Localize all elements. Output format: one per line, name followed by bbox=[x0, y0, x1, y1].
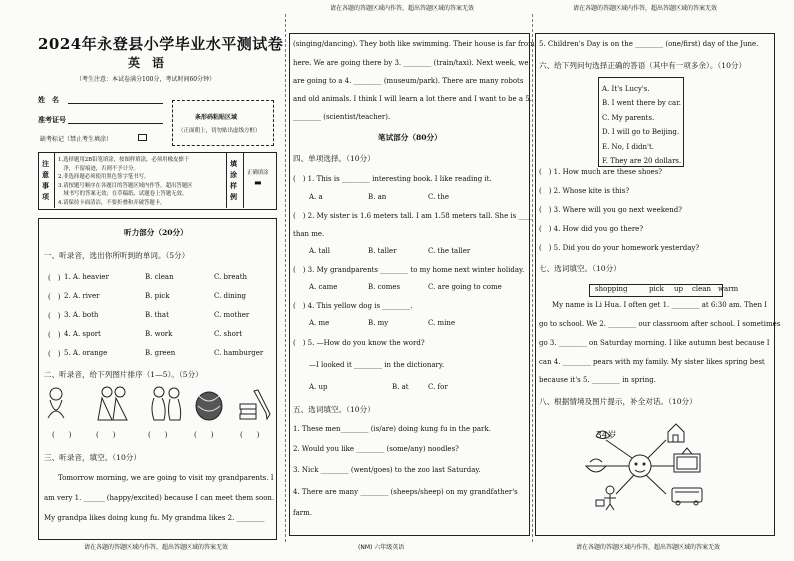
exam-note: （考生注意：本试卷满分100分，考试时间60分钟） bbox=[76, 76, 216, 83]
q7-title: 七、选词填空。（10分） bbox=[539, 264, 621, 273]
q4-title: 四、单项选择。（10分） bbox=[293, 154, 375, 163]
notice-divider bbox=[54, 152, 55, 208]
food-icon bbox=[586, 459, 606, 472]
barcode-area bbox=[172, 100, 274, 146]
q1-option-a: 3. A. both bbox=[64, 311, 99, 319]
q6-title: 六、给下列问句选择正确的答语（其中有一项多余）。（10分） bbox=[539, 61, 747, 70]
ticket-field[interactable] bbox=[68, 123, 163, 124]
hat-icon bbox=[596, 431, 610, 439]
q5-line: 1. These men________ (is/are) doing kung fu in the park. bbox=[293, 425, 491, 433]
q1-option-b: B. pick bbox=[145, 292, 170, 300]
q7-line: go 3. ________ on Saturday morning. I like autumn best because I bbox=[539, 339, 770, 347]
q1-option-b: B. clean bbox=[145, 273, 174, 281]
q4-option: B. taller bbox=[368, 247, 397, 255]
bus-icon bbox=[672, 488, 702, 505]
barcode-note: （正面朝上，切勿贴出虚线方框） bbox=[178, 128, 261, 134]
written-title: 笔试部分（80分） bbox=[378, 133, 442, 142]
q1-option-a: 4. A. sport bbox=[64, 330, 101, 338]
notice-label: 注意事项 bbox=[42, 159, 49, 201]
absent-label: 缺考标记（禁止考生填涂） bbox=[40, 136, 113, 143]
q4-stem: ( ) 2. My sister is 1.6 meters tall. I am 1.58 meters tall. She is ____ bbox=[293, 212, 533, 220]
q8-mindmap bbox=[582, 414, 722, 518]
q2-pictures bbox=[44, 384, 274, 428]
q4-option: C. the taller bbox=[428, 247, 471, 255]
q1-blank[interactable]: ( ) bbox=[48, 331, 61, 339]
q4-option: A. a bbox=[309, 193, 323, 201]
fill-example-divider bbox=[243, 152, 244, 208]
passage-line: here. We are going there by 3. ________ (train/taxi). Next week, we bbox=[293, 59, 529, 67]
q3-title: 三、听录音，填空。（10分） bbox=[44, 453, 141, 462]
q2-blank[interactable]: ( ) bbox=[148, 431, 168, 439]
ticket-label: 准考证号 bbox=[38, 115, 66, 124]
q1-blank[interactable]: ( ) bbox=[48, 293, 61, 301]
top-notice-middle: 请在各题的答题区域内作答，超出答题区域的答案无效 bbox=[330, 5, 475, 12]
footer-center: (NM) 六年级英语 bbox=[358, 544, 405, 551]
page-title: 2024年永登县小学毕业水平测试卷 bbox=[38, 35, 284, 53]
baby-picture-icon bbox=[48, 388, 64, 418]
name-field[interactable] bbox=[68, 103, 163, 104]
couple-picture-icon bbox=[152, 387, 181, 420]
listening-title: 听力部分（20分） bbox=[124, 228, 188, 237]
passage-line: ________ (scientist/teacher). bbox=[293, 113, 391, 121]
watermelon-icon bbox=[196, 392, 222, 420]
q7-word: pick bbox=[649, 285, 664, 293]
q1-blank[interactable]: ( ) bbox=[48, 350, 61, 358]
q4-option: B. an bbox=[368, 193, 387, 201]
tv-icon bbox=[674, 448, 700, 472]
q1-option-c: C. dining bbox=[214, 292, 247, 300]
q5-line: 2. Would you like ________ (some/any) noodles? bbox=[293, 445, 459, 453]
q8-title: 八、根据情境及图片提示，补全对话。（10分） bbox=[539, 397, 697, 406]
q5-line-5: 5. Children's Day is on the ________ (one/first) day of the June. bbox=[539, 40, 759, 48]
q4-stem: ( ) 5. —How do you know the word? bbox=[293, 339, 425, 347]
q5-line: farm. bbox=[293, 509, 312, 517]
q4-option: A. up bbox=[309, 383, 328, 391]
q1-option-c: C. breath bbox=[214, 273, 248, 281]
q4-stem: ( ) 3. My grandparents ________ to my home next winter holiday. bbox=[293, 266, 525, 274]
books-icon bbox=[240, 404, 256, 419]
q4-option: A. came bbox=[309, 283, 338, 291]
q7-line: go to school. We 2. ________ our classroom after school. I sometimes bbox=[539, 320, 781, 328]
q1-blank[interactable]: ( ) bbox=[48, 274, 61, 282]
q6-question[interactable]: ( ) 5. Did you do your homework yesterday? bbox=[539, 244, 700, 252]
notice-divider bbox=[226, 152, 227, 208]
q6-question[interactable]: ( ) 1. How much are these shoes? bbox=[539, 168, 663, 176]
column-divider bbox=[285, 14, 286, 542]
face-icon bbox=[629, 455, 651, 477]
bottom-notice-right: 请在各题的答题区域内作答，超出答题区域的答案无效 bbox=[576, 544, 721, 551]
q5-line: 4. There are many ________ (sheeps/sheep) on my grandfather's bbox=[293, 488, 518, 496]
bottom-notice-left: 请在各题的答题区域内作答，超出答题区域的答案无效 bbox=[84, 544, 229, 551]
q1-option-a: 2. A. river bbox=[64, 292, 100, 300]
q7-line: can 4. ________ pears with my family. My sister likes spring best bbox=[539, 358, 765, 366]
q1-title: 一、听录音，选出你所听到的单词。（5分） bbox=[44, 251, 190, 260]
q6-question[interactable]: ( ) 3. Where will you go next weekend? bbox=[539, 206, 682, 214]
family-picture-icon bbox=[98, 387, 127, 420]
q7-word: shopping bbox=[595, 285, 628, 293]
q4-option: B. at bbox=[392, 383, 409, 391]
q7-line: My name is Li Hua. I often get 1. ________ at 6:30 am. Then I bbox=[552, 301, 767, 309]
q1-option-b: B. green bbox=[145, 349, 176, 357]
q2-blank[interactable]: ( ) bbox=[194, 431, 214, 439]
q4-option: B. comes bbox=[368, 283, 401, 291]
column-divider bbox=[532, 14, 533, 542]
q1-option-b: B. work bbox=[145, 330, 173, 338]
subject-title: 英 语 bbox=[128, 56, 165, 70]
q4-stem-cont: —I looked it ________ in the dictionary. bbox=[309, 361, 445, 369]
q2-blank[interactable]: ( ) bbox=[96, 431, 116, 439]
q4-option: A. tall bbox=[309, 247, 330, 255]
q3-line: Tomorrow morning, we are going to visit my grandparents. I bbox=[58, 474, 274, 482]
q7-word: clean bbox=[692, 285, 711, 293]
q1-option-c: C. hamburger bbox=[214, 349, 264, 357]
passage-line: (singing/dancing). They both like swimming. Their house is far from bbox=[293, 40, 535, 48]
q4-option: C. the bbox=[428, 193, 450, 201]
q6-question[interactable]: ( ) 2. Whose kite is this? bbox=[539, 187, 630, 195]
q4-stem-cont: than me. bbox=[293, 230, 325, 238]
q7-word: warm bbox=[718, 285, 739, 293]
q1-blank[interactable]: ( ) bbox=[48, 312, 61, 320]
q4-stem: ( ) 4. This yellow dog is ________. bbox=[293, 302, 413, 310]
barcode-label: 条形码粘贴区域 bbox=[195, 114, 238, 121]
q4-option: C. mine bbox=[428, 319, 456, 327]
q5-line: 3. Nick ________ (went/goes) to the zoo last Saturday. bbox=[293, 466, 481, 474]
q1-option-c: C. mother bbox=[214, 311, 250, 319]
correct-fill-label: 正确填涂 bbox=[247, 170, 269, 176]
passage-line: are going to a 4. ________ (museum/park). There are many robots bbox=[293, 77, 524, 85]
house-icon bbox=[668, 424, 684, 442]
q5-title: 五、选词填空。（10分） bbox=[293, 405, 375, 414]
q4-stem: ( ) 1. This is ________ interesting book. I like reading it. bbox=[293, 175, 492, 183]
q1-option-b: B. that bbox=[145, 311, 169, 319]
q2-title: 二、听录音，给下列图片排序（1—5）。（5分） bbox=[44, 370, 203, 379]
q7-line: because it's 5. ________ in spring. bbox=[539, 376, 656, 384]
q1-option-a: 1. A. heavier bbox=[64, 273, 109, 281]
notice-lines: 1.选择题用2B铅笔填涂，按图样填涂，必须用橡皮擦干 净，不留痕迹，否则不予计分。 2.非选择题必须使用黑色签字笔书写。 3.请按题号顺序在各题目的答题区域内作答，超出答题区 域书写的答案无效；在草稿纸、试题卷上答题无效。 4.请保持卡面清洁，不要折叠和弄破答题卡。 bbox=[58, 157, 193, 206]
q4-option: B. my bbox=[368, 319, 389, 327]
shopping-person-icon bbox=[596, 486, 616, 510]
q1-option-a: 5. A. orange bbox=[64, 349, 108, 357]
q4-option: C. are going to come bbox=[428, 283, 502, 291]
name-label: 姓 名 bbox=[38, 95, 59, 104]
passage-line: and old animals. I think I will learn a lot there and I want to be a 5. bbox=[293, 95, 532, 103]
q8-age-label: 34岁 bbox=[596, 431, 617, 441]
absent-checkbox[interactable] bbox=[138, 134, 147, 141]
q6-question[interactable]: ( ) 4. How did you go there? bbox=[539, 225, 644, 233]
correct-fill-mark: ▬ bbox=[254, 178, 262, 187]
q4-option: C. for bbox=[428, 383, 448, 391]
top-notice-right: 请在各题的答题区域内作答，超出答题区域的答案无效 bbox=[573, 5, 718, 12]
q4-option: A. me bbox=[309, 319, 330, 327]
q1-option-c: C. short bbox=[214, 330, 243, 338]
q2-blank[interactable]: ( ) bbox=[240, 431, 260, 439]
q6-answers: A. It's Lucy's. B. I went there by car. C. My parents. D. I will go to Beijing. E. No, I didn't. F. They are 20 dollars. bbox=[602, 85, 682, 166]
q7-word: up bbox=[674, 285, 683, 293]
q3-line: My grandpa likes doing kung fu. My grandma likes 2. ________ bbox=[44, 514, 265, 522]
fill-example-label: 填涂样例 bbox=[230, 159, 237, 201]
q3-line: am very 1. ______ (happy/excited) because I can meet them soon. bbox=[44, 494, 275, 502]
q2-blank[interactable]: ( ) bbox=[52, 431, 72, 439]
